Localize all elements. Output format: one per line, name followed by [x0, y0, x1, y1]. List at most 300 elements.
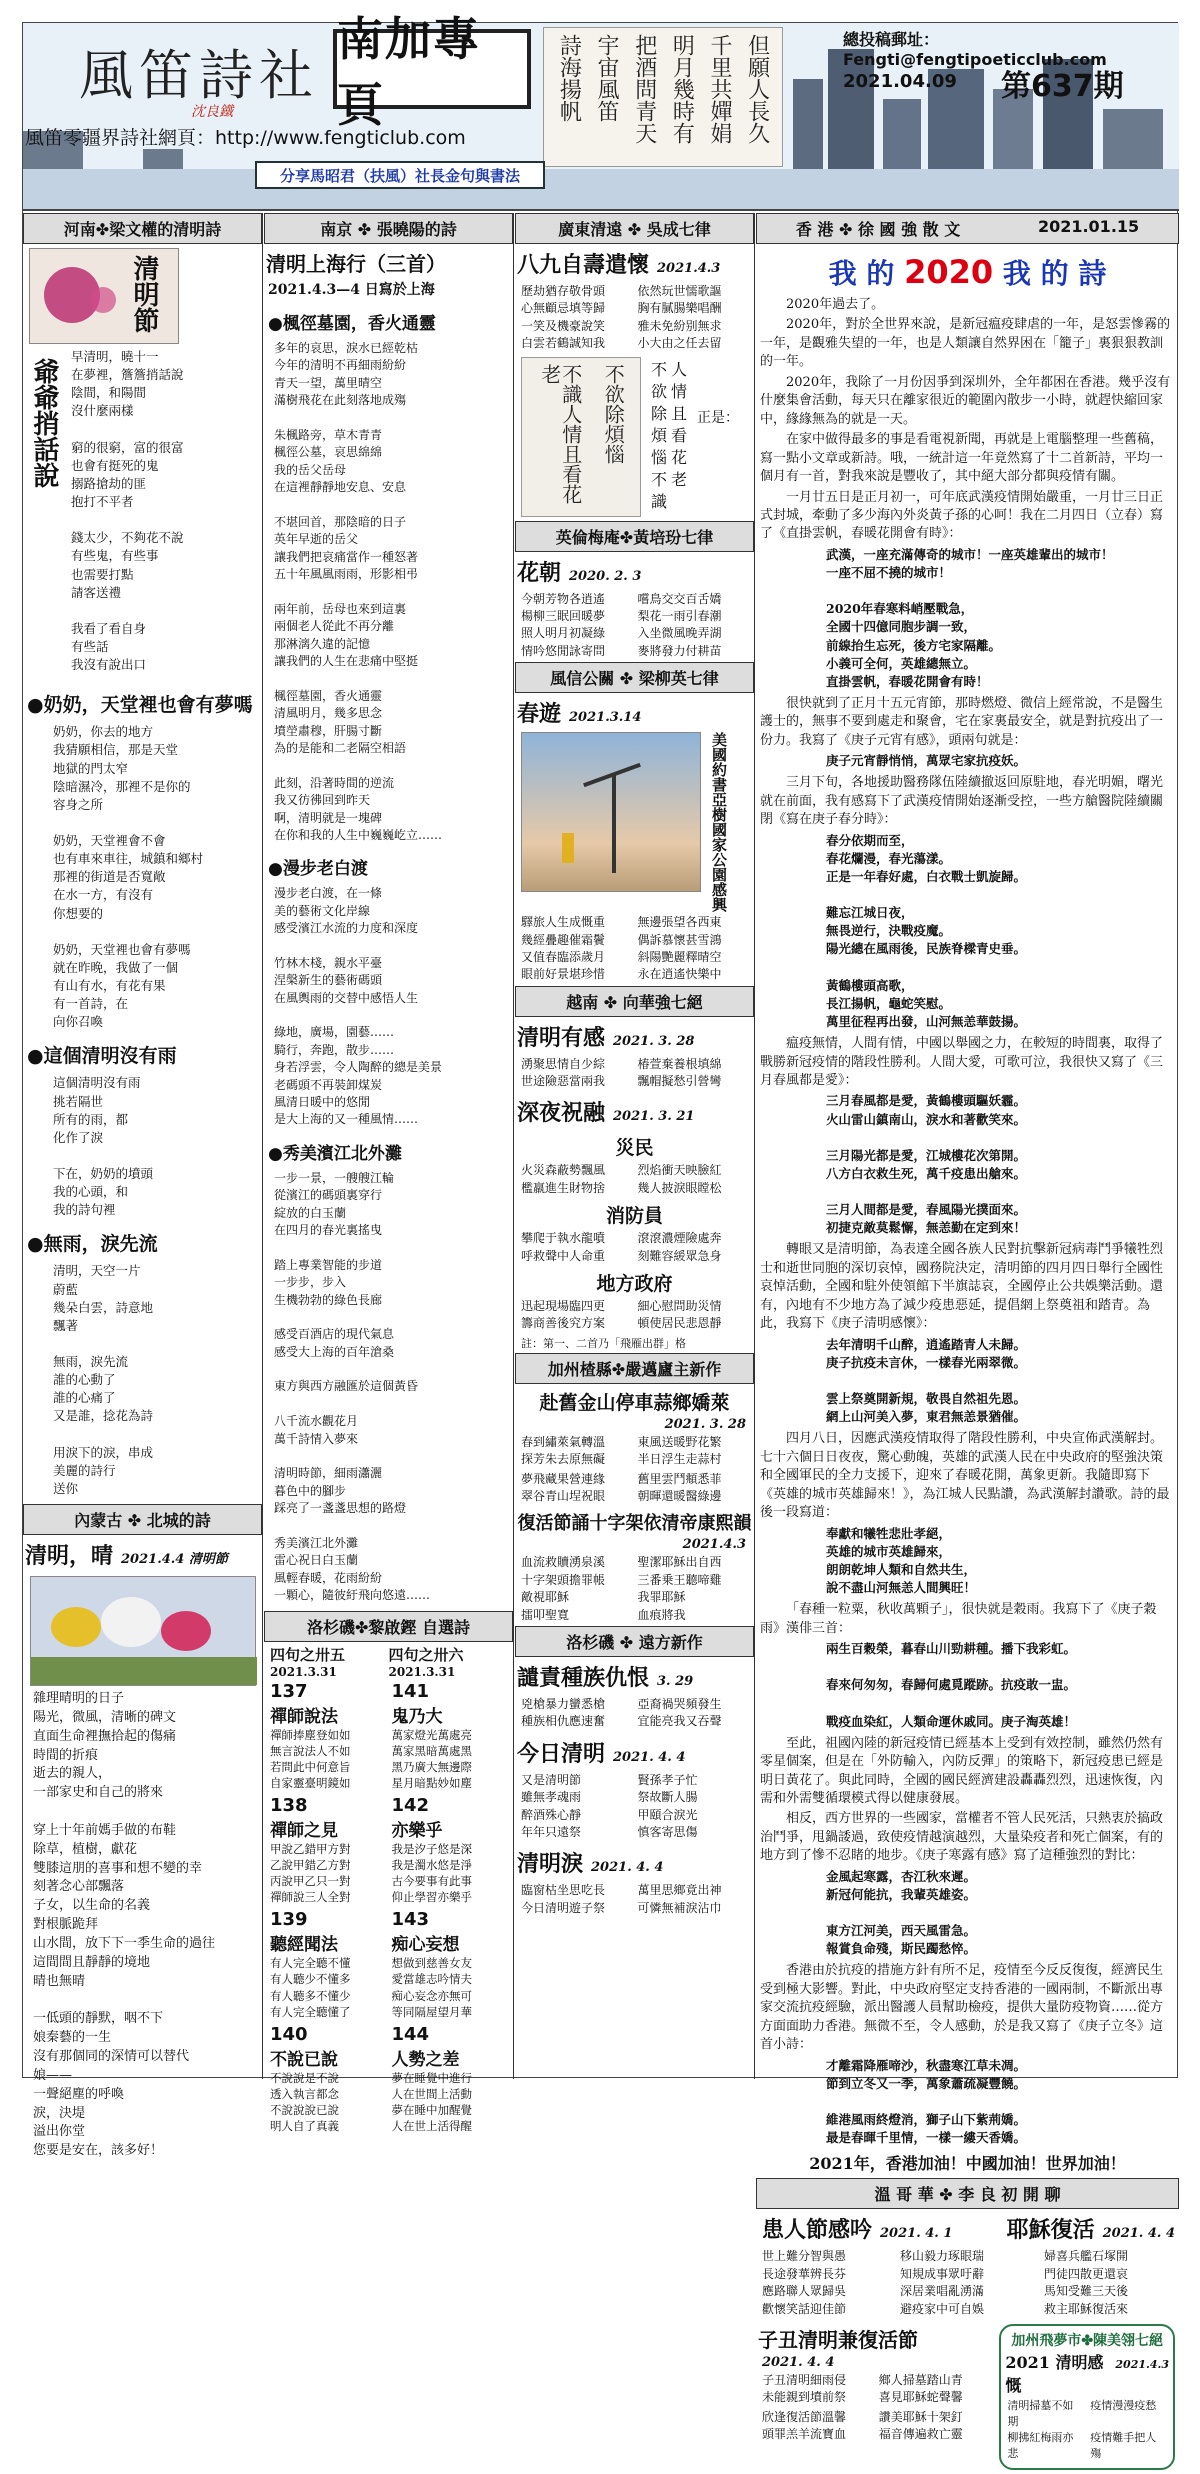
essay-paragraph: 三月下旬，各地援助醫務隊伍陸續撤返回原駐地，春光明媚，曙光就在前面，我有感寫下了武漢疫情開始逐漸受控，一些方艙醫院陸續關閉《寫在庚子春分時》： [760, 775, 1164, 828]
column-header: 內蒙古 ✤ 北城的詩 [23, 1504, 262, 1535]
poem-title: 復活節誦十字架依清帝康熙韻 [517, 1513, 752, 1535]
quatrain-title: 亦樂乎 [391, 1820, 443, 1841]
verse-grid [521, 914, 748, 984]
series-date: 2021.3.31 [388, 1664, 456, 1679]
verse-line: 胸有膩腸樂唱酬 [637, 301, 722, 316]
verse-line: 無邊張望各西東 [637, 915, 722, 930]
poem-date: 2021. 4. 4 [591, 1860, 664, 1876]
column-header: 廣東清遠 ✤ 吳成七律 [515, 213, 754, 244]
verse-grid [521, 1471, 748, 1506]
box-header: 加州飛夢市✤陳美翎七絕 [1011, 2332, 1164, 2349]
essay-paragraphs [756, 1601, 1179, 1638]
column-header: 風信公關 ✤ 梁柳英七律 [515, 662, 754, 693]
quatrain-body: 想做到慈善女友 愛當雄志吟情夫 痴心妄念亦無可 等同隔屋望月華 [391, 1956, 472, 2019]
poem-date: 2021.4.4 清明節 [121, 1552, 228, 1567]
essay-paragraphs [756, 774, 1179, 829]
column-1 [23, 213, 263, 2159]
series-title: 四句之卅六 [388, 1645, 464, 1664]
poem-body: 清明，天空一片 蔚藍 幾朵白雲，詩意地 飄著 無雨，淚先流 誰的心動了 誰的心痛了 又是誰，捻花為詩 用淚下的淚，串成 美麗的詩行 送你 [53, 1263, 154, 1496]
quatrain-body: 甲說乙錯甲方對 乙說甲錯乙方對 丙說甲乙只一對 禪師說三人全對 [270, 1841, 351, 1905]
verse-grid [1007, 2398, 1167, 2462]
verse-line: 除 [651, 403, 668, 423]
verse-line: 幾經疊趣催霜鬢 [521, 932, 606, 947]
verse-line: 不 [651, 359, 668, 379]
joshua-tree-photo [521, 732, 701, 892]
verse-line: 清明掃墓不如期 [1007, 2398, 1074, 2428]
verse-line: 年年只遠祭 [521, 1824, 582, 1839]
poem-title: 耶穌復活 [1006, 2217, 1095, 2244]
essay-verse: 去年清明千山醉，逍遙踏青人未歸。 庚子抗疫未言休，一樣春光兩翠微。 雲上祭奠開新規，敬畏自然祖先恩。 網上山河美入夢，東君無恙景猶催。 [826, 1336, 1027, 1425]
verse-line: 門徒四散更還哀 [1044, 2266, 1129, 2281]
quatrain-body: 有人完全聽不懂 有人聽少不懂多 有人聽多不懂少 有人完全聽懂了 [270, 1956, 351, 2019]
verse-line: 十字架頭擔罪帳 [521, 1572, 606, 1587]
verse-line: 攀爬于執水龍噴 [521, 1231, 606, 1246]
poem-subtitle: ●楓徑墓園，香火通靈 [268, 314, 436, 334]
verse-line: 識 [651, 491, 668, 511]
verse-line: 擂叩聖寬 [521, 1607, 570, 1622]
essay-paragraph: 2020年，我除了一月份因爭到深圳外，全年都困在香港。幾乎沒有什麼集會活動，每天只在離家很近的範圍內散步一小時，就趕快縮回家中，緣緣無為的就是一天。 [760, 374, 1171, 427]
essay-paragraph: 「春種一粒粟，秋收萬顆子」，很快就是穀雨。我寫下了《庚子穀雨》漢俳三首： [760, 1602, 1157, 1636]
poem-title: 子丑清明兼復活節 [758, 2327, 918, 2352]
verse-line: 世上難分智與愚 [762, 2249, 847, 2264]
verse-line: 欣逢復活節溫馨 [762, 2409, 847, 2424]
verse-line: 麥將發力付耕苗 [637, 643, 722, 658]
essay-verse: 春分依期而至， 春花爛漫，春光蕩漾。 正是一年春好處，白衣戰士凱旋歸。 難忘江城日夜， 無畏逆行，決戰疫魔。 陽光總在風雨後，民族脊樑青史垂。 黃鶴樓頭高歌， 長江揚帆，龜蛇笑慰。 萬里征程再出發，山河無恙華鼓揚。 [826, 832, 1027, 1029]
essay-verse: 武漢，一座充滿傳奇的城市！一座英雄輩出的城市！ 一座不屈不撓的城市！ 2020年春寒料峭壓戰急， 全國十四億同胞步調一致， 前線抬生忘死，後方宅家隔離。 小義可全何，英雄總無立。 直掛雲帆，春暖花開會有時！ [826, 546, 1114, 689]
essay-paragraphs [756, 695, 1179, 750]
poem-note: 註：第一、二首乃「飛雁出群」格 [521, 1336, 686, 1350]
essay-paragraph: 2020年，對於全世界來說，是新冠瘟疫肆虐的一年，是怒雲慘霧的一年，是觀雅失望的一年，也是人類讓自然界困在「籠子」裏狠狠教訓的一年。 [760, 317, 1171, 370]
quatrain [392, 1681, 508, 1795]
brand-signature: 沈良鐵 [191, 104, 233, 120]
verse-line: 甲頤合淚光 [637, 1807, 698, 1822]
poem-date: 2020. 2. 3 [569, 568, 642, 584]
poem-date: 3. 29 [657, 1673, 694, 1689]
verse-line: 白雲若鶴誠知我 [521, 336, 606, 351]
verse-line: 椿萱棄養根填綿 [637, 1056, 722, 1071]
essay-body [756, 296, 1179, 2174]
verse-line: 夢飛藏果營連緣 [521, 1471, 606, 1486]
featured-poem-box [999, 2324, 1175, 2470]
verse-line: 柳拂紅梅雨亦悲 [1007, 2430, 1074, 2460]
essay-paragraphs [756, 1035, 1179, 1090]
qingming-illustration [29, 248, 256, 344]
verse-line: 疫情難手把人殤 [1090, 2430, 1157, 2460]
verse-line: 細心慰問助災情 [637, 1299, 722, 1314]
poem-subtitle: 災民 [615, 1137, 654, 1160]
poem-title: 八九自壽遣懷 [517, 252, 650, 278]
verse-line: 飄帽擬愁引營彎 [637, 1074, 722, 1089]
essay-closing: 2021年，香港加油！中國加油！世界加油！ [809, 2154, 1126, 2174]
poem-title: 深夜祝融 [517, 1100, 606, 1127]
brand-title: 風笛詩社 [79, 44, 319, 107]
verse-grid [521, 1230, 748, 1265]
verse-line: 血流救贖湧泉溪 [521, 1555, 606, 1570]
verse-line: 籌商善後究方案 [521, 1316, 606, 1331]
verse-line: 煩 [651, 425, 668, 445]
verse-line: 驛旅人生成慨重 [521, 915, 606, 930]
verse-grid [521, 1772, 748, 1842]
verse-line: 嚐鳥交交百舌嬌 [637, 591, 722, 606]
verse-line: 情吟悠閒詠寄問 [521, 643, 606, 658]
quatrain-number: 142 [391, 1794, 430, 1816]
essay-paragraphs [756, 1962, 1179, 2054]
quatrain-title: 聽經聞法 [270, 1935, 338, 1956]
quatrain-title: 不說已說 [270, 2049, 338, 2070]
verse-line: 賢孫孝子忙 [637, 1772, 698, 1787]
verse-line: 入坐微風晚弄湖 [637, 626, 722, 641]
verse-line: 兇槍暴力蠻悉槍 [521, 1696, 606, 1711]
quatrain-grid [270, 1681, 507, 2139]
poem-body: 奶奶，你去的地方 我猜願相信，那是天堂 地獄的門太窄 陰暗濕冷，那裡不是你的 容身之所 奶奶，天堂裡會不會 也有車來車往，城鎮和鄉村 那裡的街道是否寬敞 在水一方，有沒有 你想要的 奶奶，天堂裡也會有夢嗎 就在昨晚，我做了一個 有山有水，有花有果 有一首詩，在 向你召喚 [53, 724, 204, 1030]
poem-date: 2021. 4. 4 [1102, 2226, 1175, 2242]
verse-line: 不 [651, 469, 668, 489]
issue-date: 2021.04.09 [843, 71, 957, 92]
website-link[interactable]: 風笛零疆界詩社網頁：http://www.fengticlub.com [25, 127, 466, 149]
essay-verse: 庚子元宵靜悄悄，萬眾宅家抗疫妖。 [826, 753, 1027, 769]
verse-line: 火災森蔽勢飄風 [521, 1163, 606, 1178]
column-header [756, 213, 1179, 244]
essay-verse: 才離霜降雁啼沙，秋盡寒江草未凋。 節到立冬又一季，萬象蕭疏凝豐饒。 維港風雨終燈消，獅子山下紫荊嬌。 最是春暉千里情，一樣一縷天香嬌。 [826, 2057, 1027, 2146]
verse-grid [521, 1696, 748, 1731]
verse-line: 人 [671, 359, 688, 379]
verse-line: 婦喜兵艦石塚開 [1044, 2249, 1129, 2264]
verse-grid [762, 2372, 989, 2407]
poem-body: 這個清明沒有雨 挑若隔世 所有的雨，都 化作了淚 下在，奶奶的墳頭 我的心頭，和 我的詩句裡 [53, 1075, 154, 1218]
verse-line: 醉酒殊心靜 [521, 1807, 582, 1822]
verse-grid [521, 1162, 748, 1197]
verse-line: 半日浮生走蒜村 [637, 1452, 722, 1467]
verse-grid [521, 1056, 748, 1091]
essay-paragraph: 香港由於抗疫的措施方針有所不足，疫情至今反反復復，經濟民生受到極大影響。對此，中央政府堅定支持香港的一國兩制，不斷派出專家交流抗疫經驗，派出醫護人員幫助檢疫，提供大量防疫物資……從方方面面助力香港。無微不至，令人感動，於是我又寫了《庚子立冬》這首小詩： [760, 1963, 1164, 2053]
verse-line: 看 [671, 425, 688, 445]
quatrain-body: 夢在睡覺中進行 人在世間上活動 夢在睡中加醒覺 人在世上活得醒 [391, 2070, 472, 2133]
series-date: 2021.3.31 [270, 1664, 337, 1679]
verse-line: 疫情漫漫疫愁 [1090, 2398, 1157, 2412]
verse-line: 子丑清明細雨侵 [762, 2372, 847, 2387]
calligraphy-line: 明月幾時有 [669, 34, 695, 144]
column-header: 越南 ✤ 向華強七絕 [515, 986, 754, 1017]
verse-line: 湧聚思情自少綜 [521, 1056, 606, 1071]
quatrain-title: 鬼乃大 [391, 1706, 443, 1727]
verse-line: 迅起現場臨四更 [521, 1299, 606, 1314]
verse-line: 三番乗王聽啼雞 [637, 1572, 722, 1587]
poem-title: 花朝 [517, 559, 562, 586]
flowers-photo [30, 1576, 256, 1686]
essay-title-post: 我 的 詩 [1002, 257, 1107, 290]
verse-line: 朝暉還暖醫綠邊 [637, 1488, 722, 1503]
verse-line: 烈焰衝天映臉紅 [637, 1163, 722, 1178]
quatrain-number: 137 [270, 1680, 308, 1702]
quatrain-number: 138 [270, 1794, 308, 1816]
newspaper-page [22, 12, 1178, 2460]
verse-line: 舊里雲鬥頫悉菲 [637, 1471, 722, 1486]
poem-date: 2021. 3. 21 [613, 1109, 695, 1125]
verse-line: 梨花一雨引春潮 [637, 608, 722, 623]
verse-line: 春到繡萊氣轉溫 [521, 1434, 606, 1449]
verse-line: 知規成事眾吁辭 [900, 2266, 985, 2281]
verse-line: 幾人披淚眼瞠松 [637, 1180, 722, 1195]
essay-verse: 兩生百穀榮，暮春山川勁耕種。播下我彩虹。 春來何匆匆，春歸何處覓蹤跡。抗疫敢一盅。 戰疫血染紅，人類命運休戚同。庚子淘英雄！ [826, 1641, 1077, 1729]
quatrain [270, 1795, 386, 1909]
column-header: 加州楂縣✤嚴邁廬主新作 [515, 1353, 754, 1384]
verse-line: 滾滾濃煙險處奔 [637, 1231, 722, 1246]
calligraphy-line: 但願人長久 [744, 34, 770, 144]
quatrain-title: 禪師說法 [270, 1706, 338, 1727]
essay-paragraphs [756, 1241, 1179, 1333]
verse-line: 一笑及機豪說笑 [521, 318, 606, 333]
verse-line: 小大由之任去留 [637, 336, 722, 351]
poem-date: 2021. 4. 4 [613, 1749, 686, 1765]
verse-line: 喜見耶穌蛇聲馨 [878, 2390, 963, 2405]
poem-title: 譴責種族仇恨 [517, 1664, 650, 1691]
verse-line: 翠谷青山埕祝眼 [521, 1488, 606, 1503]
verse-line: 深居業唱亂湧滿 [900, 2284, 985, 2299]
verse-line: 移山毅力琢眼瑞 [900, 2249, 985, 2264]
verse-line: 慎客寄思傷 [637, 1824, 698, 1839]
verse-line: 偶訴慕懷甚雪鴻 [637, 932, 722, 947]
box-title: 2021 清明感慨 [1005, 2352, 1104, 2395]
quatrain-number: 139 [270, 1909, 308, 1931]
essay-paragraph: 2020年過去了。 [786, 297, 885, 312]
essay-paragraph: 相反，西方世界的一些國家，當權者不管人民死活，只熱衷於搞政治鬥爭，甩鍋諉過，致使疫情越演越烈，大量染疫者和死亡個案，有的地方到了慘不忍睹的地步。《庚子寒露有感》寫了這種強烈的對比： [760, 1811, 1164, 1864]
verse-line: 避疫家中可自娛 [900, 2301, 985, 2316]
poem-date: 2021.4.3 [682, 1537, 746, 1553]
column-3 [515, 213, 755, 2079]
section-badge: 南加專頁 [333, 29, 531, 109]
verse-line: 眼前好景堪珍惜 [521, 967, 606, 982]
verse-grid [1044, 2248, 1173, 2318]
essay-verse: 三月春風都是愛，黃鶴樓頭驅妖霾。 火山雷山鎮南山，淚水和著歡笑來。 三月陽光都是愛，江城樓花次第開。 八方白衣救生死，萬千疫患出艙來。 三月人間都是愛，春風陽光撲面來。 初捷克敵莫鬆懈，無恙勤在定到來！ [826, 1093, 1027, 1236]
poem-date: 2021.4.3 [657, 261, 721, 276]
poem-date: 2021. 4. 1 [880, 2226, 953, 2242]
verse-line: 福音傳遍救亡靈 [878, 2427, 963, 2442]
verse-line: 應路聯人眾歸吳 [762, 2284, 847, 2299]
poem-title: 今日清明 [517, 1740, 606, 1767]
verse-line: 祭故斷人腸 [637, 1790, 698, 1805]
quatrain-number: 140 [270, 2023, 308, 2045]
verse-line: 雅未免紛别無求 [637, 318, 722, 333]
verse-line: 敵視耶穌 [521, 1590, 570, 1605]
poem-title: 赴舊金山停車蒜鄉嬌萊 [539, 1391, 730, 1414]
column-4 [756, 213, 1179, 2460]
verse-line: 我罪耶穌 [637, 1590, 686, 1605]
verse-line: 歷劫猶存敬骨頭 [521, 284, 606, 298]
verse-line: 可憐無補淚沾巾 [637, 1900, 722, 1915]
verse-line: 花 [671, 447, 688, 467]
verse-line: 楊柳三眠回暖夢 [521, 608, 606, 623]
verse-line: 情 [671, 381, 688, 401]
column-header: 洛杉磯✤黎啟鏗 自選詩 [264, 1611, 513, 1642]
verse-line: 讚美耶穌十架釘 [878, 2409, 963, 2424]
poem-title: 患人節感吟 [762, 2217, 873, 2244]
verse-line: 惱 [651, 447, 668, 467]
essay-verse: 金風起寒露，杏江秋來遲。 新冠何能抗，我輩英雄姿。 東方江河美，西天風雷急。 報賞負命殘，斯民躅愁悴。 [826, 1868, 977, 1957]
poem-subtitle: ●秀美濱江北外灘 [268, 1143, 402, 1164]
verse-line: 種族相仇應速奮 [521, 1714, 606, 1729]
verse-grid [521, 1434, 748, 1469]
essay-paragraph: 很快就到了正月十五元宵節，那時燃燈、微信上經常說，不是醫生護士的，無事不要到處走和聚會，宅在家裏最安全，就是對抗疫出了一份力。我寫了《庚子元宵有感》，頭兩句就是： [760, 695, 1164, 748]
column-header: 洛杉磯 ✤ 遠方新作 [515, 1626, 754, 1657]
quatrain-number: 144 [391, 2023, 430, 2045]
verse-line: 頭罪羔羊流寶血 [762, 2427, 847, 2442]
poem-title: 清明，晴 [25, 1543, 114, 1569]
essay-paragraph: 一月廿五日是正月初一，可年底武漢疫情開始嚴重，一月廿三日正式封城，牽動了多少海內外炎黃子孫的心呵！我在二月四日（立春）寫了《直掛雲帆，春暖花開會有時》： [760, 489, 1164, 542]
verse-line: 聖潔耶穌出自西 [637, 1555, 722, 1570]
flower-image [29, 248, 179, 344]
essay-paragraph: 瘟疫無情，人間有情，中國以舉國之力，在較短的時間裏，取得了戰勝新冠疫情的階段性勝利。人間大愛，可歌可泣，我很快又寫了《三月春風都是愛》： [760, 1036, 1164, 1089]
calligraphy-block [543, 27, 783, 167]
verse-line: 血痕將我 [637, 1607, 686, 1622]
calligraphy-line: 詩海揚帆 [556, 34, 582, 122]
verse-line: 馬知受難三天後 [1044, 2284, 1129, 2299]
verse-grid [521, 591, 748, 661]
verse-line: 頓使居民悲恩靜 [637, 1316, 722, 1331]
poem-date: 2021. 4. 4 [762, 2354, 835, 2370]
quatrain [392, 1909, 508, 2023]
masthead [23, 12, 1179, 211]
quatrain-body: 禪師捧塵登如如 無言說法人不如 若問此中何意旨 自家靈臺明鏡如 [270, 1727, 351, 1790]
verse-line: 今朝芳物各逍遙 [521, 591, 606, 606]
poem-date: 2021.3.14 [569, 710, 642, 726]
verse-line: 探芳朱去原無礙 [521, 1452, 606, 1467]
issue-number: 第637期 [1001, 69, 1124, 104]
quatrain-body: 不說說是不說 透入執言都念 不說說說已說 明人自了真義 [270, 2070, 339, 2133]
quatrain-number: 141 [391, 1680, 430, 1702]
feature-banner: 分享馬昭君（扶風）社長金句與書法 [255, 161, 545, 189]
poem-subtitle: ●漫步老白渡 [268, 859, 368, 880]
poem-date: 2021. 3. 28 [613, 1033, 695, 1049]
essay-paragraph: 轉眼又是清明節，為表達全國各族人民對抗擊新冠病毒鬥爭犧牲烈士和逝世同胞的深切哀悼，國務院決定，清明節的四月四日舉行全國性哀悼活動，全國和駐外使領館下半旗誌哀，全國停止公共娛樂活動。還有，內地有不少地方為了減少疫患惡延，提倡網上祭奠祖和踏青。為此，我寫下《庚子清明感懷》： [760, 1242, 1164, 1332]
calligraphy-section [521, 357, 748, 517]
calligraphy-line: 千里共嬋娟 [707, 34, 732, 144]
verse-line: 永在逍遙快樂中 [637, 967, 722, 982]
poem-title: 爺爺捎話說 [29, 358, 59, 488]
verse-line: 臨窗枯坐思吃長 [521, 1883, 606, 1898]
quatrain-title: 禪師之見 [270, 1820, 338, 1841]
calligraphy-line: 把酒問青天 [631, 34, 657, 144]
poem-title: 春遊 [517, 701, 562, 728]
verse-line: 心無顧忌填等歸 [521, 301, 606, 316]
verse-line: 長途發華辨長芬 [762, 2266, 847, 2281]
essay-verse: 奉獻和犧牲悲壯孝絕， 英雄的城市英雄歸來， 朗朗乾坤人類和自然共生， 說不盡山河無恙人間興旺！ [826, 1525, 977, 1595]
column-header: 南京 ✤ 張曉陽的詩 [264, 213, 513, 244]
verse-line: 又是清明節 [521, 1772, 582, 1787]
verse-line: 東風送暖野花繁 [637, 1434, 722, 1449]
verse-line: 雖無孝魂雨 [521, 1790, 582, 1805]
verse-line: 歡懷笑話迎佳節 [762, 2301, 847, 2316]
column-header-date: 2021.01.15 [1037, 217, 1140, 236]
quatrain [270, 1909, 386, 2023]
poem-date: 2021. 3. 28 [664, 1416, 746, 1432]
column-header: 溫 哥 華 ✤ 李 良 初 開 聊 [756, 2178, 1179, 2209]
poem-body: 多年的哀思，淚水已經乾枯 今年的清明不再細雨紛紛 青天一望，萬里晴空 滿樹飛花在此刻落地成殤 朱楓路旁，草木青青 楓徑公墓，哀思綿綿 我的岳父岳母 在這裡靜靜地安息、安息 不堪回首，那陰暗的日子 英年早逝的岳父 讓我們把哀痛當作一種怒著 五十年風風雨雨，形影相弔 兩年前，岳母也來到這裏 兩個老人從此不再分離 那淋漓久違的記憶 讓我們的人生在悲痛中堅挺 楓徑墓園，香火通靈 清風明月，幾多思念 墳塋肅穆，肝腸寸斷 為的是能和二老隔空相語 此刻，沿著時間的逆流 我又彷彿回到昨天 啊，清明就是一塊碑 在你和我的人生中巍巍屹立…… [274, 341, 443, 842]
verse-grid [762, 2248, 1032, 2318]
quatrain-body: 我是汐子悠是深 我是濁水悠是淨 古今要事有此事 仰止學習亦樂乎 [391, 1841, 472, 1905]
column-header-title: 香 港 ✤ 徐 國 強 散 文 [795, 220, 961, 239]
illustration-title: 清明節 [129, 255, 159, 333]
column-header: 英倫梅庵✤黃培玢七律 [515, 521, 754, 552]
verse-grid [521, 283, 748, 353]
verse-line: 檻羸進生財物捨 [521, 1180, 606, 1195]
box-date: 2021.4.3 [1115, 2357, 1169, 2371]
poem-dateline: 2021.4.3—4 日寫於上海 [268, 282, 435, 298]
calligraphy-note: 正是： [697, 409, 739, 426]
verse-line: 宜能亮我又吞聲 [637, 1714, 722, 1729]
quatrain-title: 痴心妄想 [391, 1935, 460, 1956]
column-header: 河南✤梁文權的清明詩 [23, 213, 262, 244]
essay-title-pre: 我 的 [828, 257, 895, 290]
verse-line: 又值春臨添歲月 [521, 949, 606, 964]
essay-paragraph: 在家中做得最多的事是看電視新聞，再就是上電腦整理一些舊稿，寫一點小文章或新詩。哦，一統計這一年竟然寫了十二首新詩，平均一個月有一首，對我來說是豐收了，其中絕大部分都與疫情有關。 [760, 432, 1164, 485]
quatrain [270, 2024, 386, 2138]
verse-line: 照人明月初凝綠 [521, 626, 606, 641]
verse-line: 鄉人掃墓踏山青 [878, 2372, 963, 2387]
verse-grid [521, 1298, 748, 1333]
poem-body: 早清明，曉十一 在夢裡，簷簷捎話說 陰間，和陽間 沒什麼兩樣 窮的很窮，富的很富 也會有挺死的鬼 搦路搶劫的匪 抱打不平者 錢太少，不夠花不說 有些鬼，有些事 也需要打點 請客送禮 我看了看自身 有些話 我沒有說出口 [71, 349, 184, 673]
quatrain [392, 1795, 508, 1909]
poem-body: 漫步老白渡，在一條 美的藝術文化岸線 感受濱江水流的力度和深度 竹林木棧，親水平臺 涅槃新生的藝術碼頭 在風輿雨的交替中感悟人生 綠地，廣場，園藝…… 騎行，奔跑，散步…… 身若浮雲，令人陶醉的總是美景 老碼頭不再裝卸煤炭 風清日暖中的悠閒 是大上海的又一種風情…… [274, 886, 443, 1127]
poem-body: 一步一景，一艘艘江輪 從濱江的碼頭裏穿行 綻放的白玉蘭 在四月的春光裏搖曳 踏上專業智能的步道 一步步，步入 生機勃勃的綠色長廊 感受百酒店的現代氣息 感受大上海的百年滄桑 東方與西方融匯於這個黃昏 八千流水觀花月 萬千詩情入夢來 清明時節，細雨瀟灑 暮色中的腳步 踩亮了一盞盞思想的路燈 秀美濱江北外灘 雷心祝日白玉蘭 風輕春暖，花雨紛紛 一顆心，隨彼紆飛向悠遠…… [274, 1170, 431, 1603]
verse-grid [521, 1554, 748, 1624]
verse-line: 世途險惡當兩我 [521, 1074, 606, 1089]
essay-title-year: 2020 [904, 253, 994, 291]
verse-line: 欲 [651, 381, 668, 401]
essay-paragraphs [756, 1430, 1179, 1522]
essay-paragraph: 四月八日，因應武漢疫情取得了階段性勝利，中央宣佈武漢解封。七十六個日日夜夜，驚心動魄，英雄的武漢人民在中央政府的堅強決策和全國軍民的全力支援下，迎來了春暖花開，萬象更新。我隨即寫下《英雄的城市英雄歸來！》，為江城人民點讚，為武漢解封讚歌。詩的最後一段寫道： [760, 1431, 1170, 1521]
calligraphy-line: 不欲除煩惱 [601, 363, 626, 464]
quatrain-body: 萬家燈光萬處亮 萬家黑暗萬處黑 黑乃廣大無邊際 星月暗點妙如塵 [391, 1727, 472, 1790]
verse-line: 斜陽艷麗釋晴空 [637, 949, 722, 964]
poem-subtitle: 消防員 [605, 1205, 663, 1228]
verse-grid [521, 1882, 748, 1917]
calligraphy-image [521, 357, 641, 517]
verse-line: 依然玩世懦歌謳 [637, 284, 722, 298]
poem-title: ●奶奶，天堂裡也會有夢嗎 [27, 694, 253, 717]
essay-title [756, 252, 1179, 292]
poem-title: ●無雨，淚先流 [27, 1233, 158, 1256]
quatrain [392, 2024, 508, 2138]
essay-paragraphs [756, 296, 1179, 544]
poem-subtitle: 美國約書亞樹國家公園感興 [710, 732, 728, 913]
verse-line: 未能親到墳前祭 [762, 2390, 847, 2405]
poem-title: 清明淚 [517, 1851, 584, 1878]
quatrain-title: 人勢之差 [391, 2049, 460, 2070]
verse-grid [762, 2409, 989, 2444]
calligraphy-line: 宇宙風笛 [594, 34, 620, 122]
essay-paragraphs [756, 1735, 1179, 1866]
verse-line: 亞裔禍哭頻發生 [637, 1696, 722, 1711]
calligraphy-transcript [651, 357, 691, 517]
verse-line: 且 [671, 403, 688, 423]
poem-body: 雜理晴明的日子 陽光，微風，清晰的碑文 直面生命裡撫拾起的傷痛 時間的折痕 逝去的親人， 一部家史和自己的將來 穿上十年前媽手做的布鞋 除草，植樹，獻花 雙膝這朋的喜事和想不變的幸 刻著念心部飄落 子女，以生命的名義 對根脈跪拜 山水間，放下下一季生命的過往 這間間且靜靜的境地 晴也無晴 一低頭的靜默，咽不下 娘秦藝的一生 沒有那個同的深情可以替代 娘—— 一聲絕塵的呼喚 淚，決堤 溢出你堂 您要是安在，該多好！ [33, 1691, 216, 2159]
essay-paragraph: 至此，祖國內陸的新冠疫情已經基本上受到有效控制，雖然仍然有零星個案，但是在「外防輸入，內防反彈」的策略下，新冠疫患已經是明日黃花了。與此同時，全國的國民經濟建設轟轟烈烈，迅速恢復，內需和外需雙循環模式得以健康發展。 [760, 1735, 1164, 1807]
verse-line: 呼救聲中人命重 [521, 1248, 606, 1263]
verse-line: 老 [671, 469, 688, 489]
verse-line: 刻難容緩眾急身 [637, 1248, 722, 1263]
verse-line: 救主耶穌復活來 [1044, 2301, 1129, 2316]
verse-line: 今日清明遊子祭 [521, 1900, 606, 1915]
poem-subtitle: 地方政府 [596, 1273, 673, 1296]
series-title: 四句之卅五 [270, 1645, 346, 1664]
verse-line: 萬里思鄉竟出神 [637, 1883, 722, 1898]
poem-title: ●這個清明沒有雨 [27, 1045, 177, 1068]
submission-email[interactable]: 總投稿郵址： Fengti@fengtipoeticclub.com [843, 30, 1107, 69]
poem-title: 清明上海行（三首） [266, 252, 446, 276]
column-2 [264, 213, 514, 2133]
calligraphy-line: 不識人情且看花老 [537, 363, 583, 504]
poem-title: 清明有感 [517, 1024, 606, 1051]
